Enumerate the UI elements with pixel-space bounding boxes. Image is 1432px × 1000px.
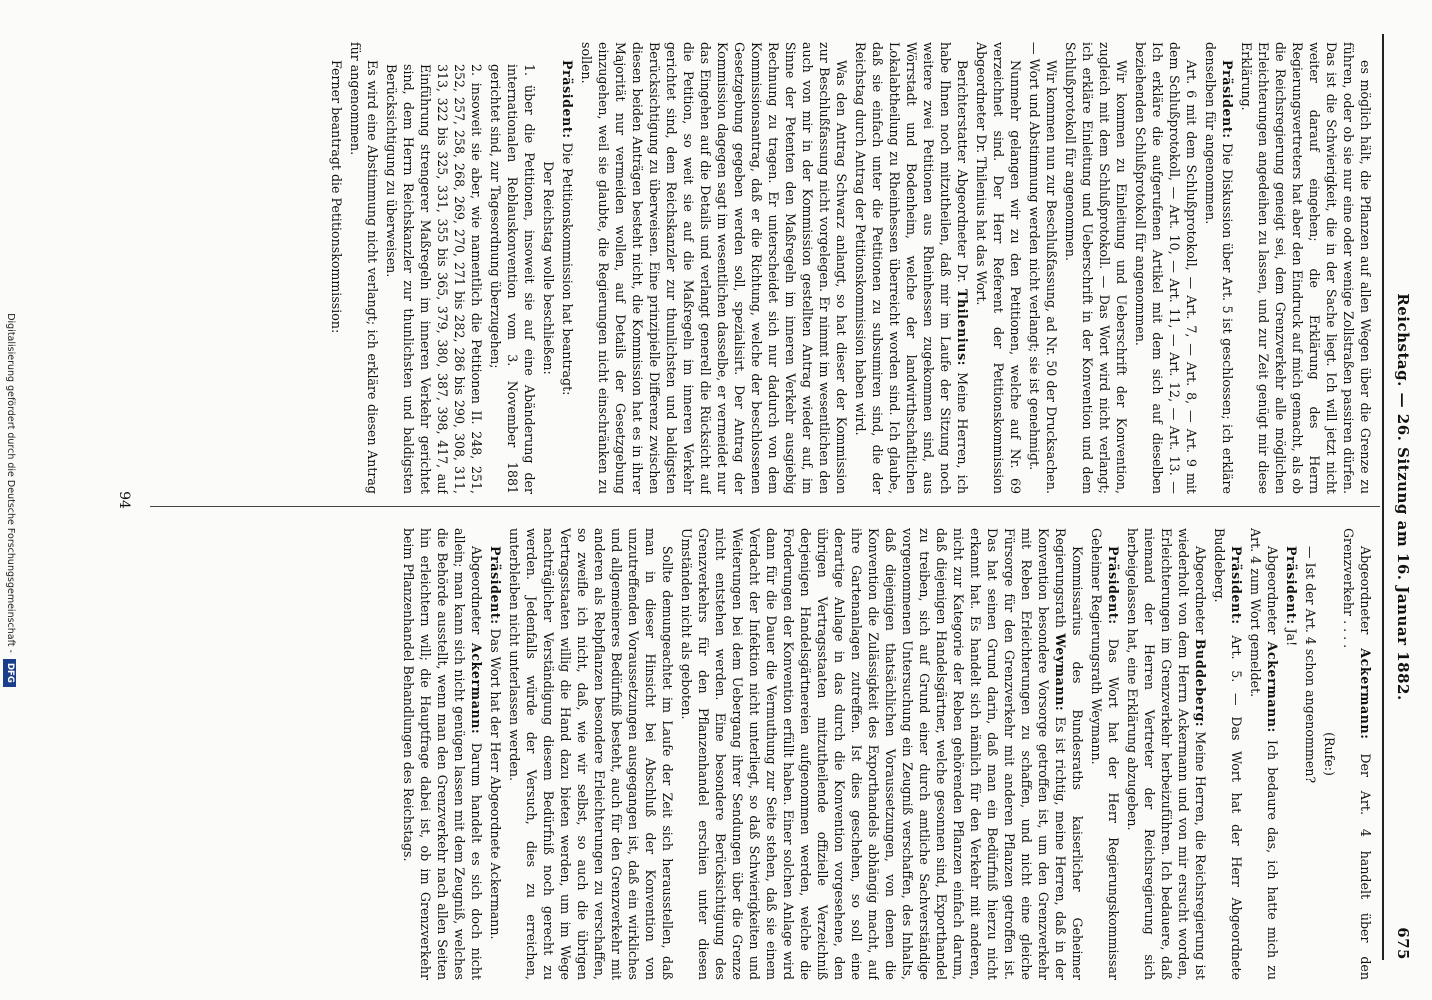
paragraph xyxy=(1283,528,1300,980)
speaker-name: Präsident: xyxy=(1229,546,1244,625)
speaker-name: Ackermann: xyxy=(1265,641,1280,733)
text-run: 1. über die Petitionen, insoweit sie auf eine Abänderung der internationalen Reblauskonvention vom 3. November 1881 gerichtet sind, zur Tagesordnung überzugehen; xyxy=(488,64,537,494)
paragraph xyxy=(578,42,850,494)
paragraph xyxy=(328,42,345,494)
text-run: Die Diskussion über Art. 5 ist geschlossen; ich erkläre denselben für angenommen. xyxy=(1203,42,1235,494)
text-run: Abgeordneter xyxy=(1193,546,1208,639)
speaker-name: Präsident: xyxy=(488,546,503,625)
text-run: Wir kommen nun zur Beschlußfassung, ad Nr. 50 der Drucksachen. — Wort und Abstimmung werden nicht verlangt; sie ist genehmigt. xyxy=(1027,42,1059,494)
right-column xyxy=(194,528,1374,980)
running-head-title: Reichstag. — 26. Sitzung am 16. Januar 1882. xyxy=(1394,293,1412,701)
text-run: Der Reichstag wolle beschließen: xyxy=(541,161,556,375)
paragraph xyxy=(487,42,538,494)
text-run: Art. 6 mit dem Schlußprotokoll, — Art. 7, — Art. 8, — Art. 9 mit dem Schlußprotokoll, — Art. 10, — Art. 11, — Art. 12, — Art. 13. — Ich erkläre die aufgerufenen Artikel mit dem sich auf dieselben beziehenden Schlußprotokoll für angenommen. xyxy=(1133,42,1199,494)
paragraph xyxy=(973,42,1024,494)
speaker-name: Präsident: xyxy=(1220,60,1235,139)
text-run: Abgeordneter xyxy=(469,546,484,643)
text-run: Meine Herren, ich habe Ihnen noch mitzutheilen, daß mir im Laufe der Sitzung noch weitere zwei Petitionen aus Rheinhessen zugekommen sind, aus Wörrstadt und Bodenheim, welche der landwirthschaftlichen Lokalabtheilung zu Rheinhessen überreicht worden sind. Ich glaube, daß sie einfach unter die Petitionen zu subsumiren sind, die der Reichstag durch Antrag der Petitionskommission haben wird. xyxy=(853,42,970,494)
text-run: Die Petitionskommission hat beantragt: xyxy=(560,138,575,396)
paragraph xyxy=(1321,528,1338,980)
text-run: Sollte demungeachtet im Laufe der Zeit sich herausstellen, daß man in dieser Hinsicht bei Abschluß der Konvention von unzutreffenden Voraussetzungen ausgegangen ist, daß ein wirkliches und allgemeineres Bedürfniß besteht, auch für den Grenzverkehr mit anderen als Rebpflanzen besondere Erleichterungen zu verschaffen, so zweifle ich nicht, daß, wie wir selbst, so auch die übrigen Vertragsstaaten willig die Hand dazu bieten werden, um im Wege nachträglicher Verständigung diesem Bedürfniß noch gerecht zu werden. Jedenfalls würde der Versuch, dies zu erreichen, unterbleiben nicht unterlassen werden. xyxy=(507,528,675,980)
speaker-name: Präsident: xyxy=(1106,546,1121,625)
footer-text: Digitalisierung gefördert durch die Deutsche Forschungsgemeinschaft - xyxy=(5,313,16,653)
header-rule xyxy=(1382,34,1384,960)
text-run: Der Art. 4 handelt über den Grenzverkehr . . . . xyxy=(1341,528,1373,980)
paragraph xyxy=(559,42,576,494)
left-column xyxy=(194,42,1374,494)
paragraph xyxy=(1247,528,1281,980)
dfg-logo: DFG xyxy=(3,659,16,687)
paragraph xyxy=(487,528,504,980)
text-run: Ferner beantragt die Petitionskommission: xyxy=(329,60,344,334)
paragraph xyxy=(1211,528,1245,980)
paragraph xyxy=(1088,528,1122,980)
text-run: 2. insoweit sie aber, wie namentlich die Petitionen II. 248, 251, 252, 257, 258, 268, 269, 270, 271 bis 282, 286 bis 290, 308, 311, 313, 322 bis 325, 331, 355 bis 365, 379, 380, 387, 398, 417, auf Einführung strengerer Maßregeln im inneren Verkehr gerichtet sind, dem Herrn Reichskanzler zur thunlichsten und baldigsten Berücksichtigung zu überweisen. xyxy=(384,64,484,494)
text-run: (Rufe:) xyxy=(1322,732,1337,776)
text-run: Abgeordneter xyxy=(1358,546,1373,649)
speaker-name: Buddeberg: xyxy=(1193,638,1208,728)
paragraph xyxy=(1026,42,1060,494)
speaker-name: Präsident: xyxy=(1284,546,1299,625)
text-run: Art. 5. — Das Wort hat der Herr Abgeordnete Buddeberg. xyxy=(1212,528,1244,980)
running-head-page-number: 675 xyxy=(1394,927,1412,960)
paragraph xyxy=(400,528,485,980)
paragraph xyxy=(1202,42,1236,494)
speaker-name: Ackermann: xyxy=(469,642,484,735)
text-run: Was den Antrag Schwarz anlangt, so hat dieser der Kommission zur Beschlußfassung nicht vorgelegen. Er nimmt im wesentlichen den auch von mir in der Kommission gestellten Antrag wieder auf, im Sinne der Petenten den Maßregeln im inneren Verkehr ausgiebig Rechnung zu tragen. Er unterscheidet sich nur dadurch von dem Kommissionsantrag, daß er die Richtung, welche der beschlossenen Gesetzgebung gegeben werden soll, spezialisirt. Der Antrag der Kommission dagegen sagt im wesentlichen dasselbe, er vermeidet nur das Eingehen auf die Details und verlangt generell die Rücksicht auf die Petition, so weit sie auf die Maßregeln im inneren Verkehr gerichtet sind, dem Reichskanzler zur thunlichsten und baldigsten Berücksichtigung zu überweisen. Eine prinzipielle Differenz zwischen diesen beiden Anträgen besteht nicht, die Kommission hat es in ihrer Majorität nur vermeiden wollen, auf Details der Gesetzgebung einzugehen, weil sie glaubte, die Regierungen nicht einschränken zu sollen. xyxy=(579,42,849,494)
text-run: Abgeordneter xyxy=(1265,546,1280,642)
text-run: Das Wort hat der Herr Abgeordnete Ackermann. xyxy=(488,624,503,940)
paragraph xyxy=(1238,42,1374,494)
paragraph xyxy=(347,42,381,494)
paragraph xyxy=(1132,42,1200,494)
paragraph xyxy=(1302,528,1319,980)
text-run: Kommissarius des Bundesraths kaiserlicher Geheimer Regierungsrath xyxy=(1053,528,1085,980)
paragraph xyxy=(506,528,676,980)
paragraph xyxy=(540,42,557,494)
paragraph xyxy=(678,528,1086,980)
text-run: Darum handelt es sich doch nicht allein; man kann sich nicht genügen lassen mit dem Zeugniß, welches die Behörde ausstellt, wenn man den Grenzverkehr nach allen Seiten hin erleichtern will; die Hauptfrage dabei ist, ob im Grenzverkehr beim Pflanzenhandel Behandlungen des Reichstags. xyxy=(401,528,484,980)
speaker-name: Thilenius: xyxy=(955,289,970,367)
paragraph xyxy=(852,42,971,494)
text-run: Berichterstatter Abgeordneter Dr. xyxy=(955,60,970,290)
speaker-name: Weymann: xyxy=(1053,633,1068,712)
paragraph xyxy=(1124,528,1209,980)
paragraph xyxy=(1062,42,1130,494)
text-run: Meine Herren, die Reichsregierung ist wiederholt von dem Herrn Ackermann und von mir ersucht worden, Erleichterungen im Grenzverkehr herbeizuführen. Ich bedauere, daß niemand der Herren Vertreter der Reichsregierung sich herbeigelassen hat, eine Erklärung abzugeben. xyxy=(1125,528,1208,980)
paragraph xyxy=(383,42,485,494)
text-run: es möglich hält, die Pflanzen auf allen Wegen über die Grenze zu führen, oder ob sie nur eine oder wenige Zollstraßen passiren dürfen. Das ist die Schwierigkeit, die in der Sache liegt. Ich will jetzt nicht weiter darauf eingehen; die Erklärung des Herrn Regierungsvertreters hat aber den Eindruck auf mich gemacht, als ob die Reichsregierung geneigt sei, dem Grenzverkehr alle möglichen Erleichterungen angedeihen zu lassen, und zur Zeit genügt mir diese Erklärung. xyxy=(1239,42,1373,494)
text-run: Ich bedaure das, ich hatte mich zu Art. 4 zum Wort gemeldet. xyxy=(1248,528,1280,980)
speaker-name: Ackermann: xyxy=(1358,648,1373,740)
text-run: Ja! xyxy=(1284,624,1299,647)
running-head xyxy=(1386,34,1412,960)
speaker-name: Präsident: xyxy=(560,60,575,139)
page-number: 94 xyxy=(116,491,132,509)
text-run: Es wird eine Abstimmung nicht verlangt; ich erkläre diesen Antrag für angenommen. xyxy=(348,42,380,494)
text-run: Das Wort hat der Herr Regierungskommissar Geheimer Regierungsrath Weymann. xyxy=(1089,528,1121,980)
text-run: Es ist richtig, meine Herren, daß in der Konvention besondere Vorsorge getroffen ist, um den Grenzverkehr mit Reben Erleichterungen zu schaffen, und nicht eine gleiche Fürsorge für den Grenzverkehr mit anderen Pflanzen getroffen ist. Das hat seinen Grund darin, daß man ein Bedürfniß hierzu nicht erkannt hat. Es handelt sich nämlich für den Verkehr mit anderen, nicht zur Kategorie der Reben gehörenden Pflanzen einfach darum, daß diejenigen Handelsgärtner, welche gesonnen sind, Exporthandel zu treiben, sich auf Grund einer durch amtliche Sachverständige vorgenommenen Untersuchung ein Zeugniß verschaffen, des Inhalts, daß diejenigen thatsächlichen Voraussetzungen, von denen die Konvention die Zulässigkeit des Exporthandels abhängig macht, auf ihre Gartenanlagen zutreffen. Ist dies geschehen, so soll eine derartige Anlage in das durch die Konvention vorgesehene, den übrigen Vertragsstaaten mitzutheilende offizielle Verzeichniß derjenigen Handelsgärtnereien aufgenommen werden, welche die Forderungen der Konvention erfüllt haben. Einer solchen Anlage wird dann für die Dauer die Vermuthung zur Seite stehen, daß sie einem Verdacht der Infektion nicht unterliegt, so daß Schwierigkeiten und Weiterungen bei dem Uebergang ihrer Sendungen über die Grenze nicht entstehen werden. Eine besondere Berücksichtigung des Grenzverkehrs für den Pflanzenhandel erschien unter diesen Umständen nicht als geboten. xyxy=(679,528,1068,980)
paragraph xyxy=(1340,528,1374,980)
text-run: — Ist der Art. 4 schon angenommen? xyxy=(1303,546,1318,784)
column-divider xyxy=(150,506,1380,507)
text-run: Nunmehr gelangen wir zu den Petitionen, welche auf Nr. 69 verzeichnet sind. Der Herr Referent der Petitionskommission Abgeordneter Dr. Thilenius hat das Wort. xyxy=(974,42,1023,494)
text-run: Wir kommen zu Einleitung und Ueberschrift der Konvention, zugleich mit dem Schlußprotokoll. — Das Wort wird nicht verlangt; ich erkläre Einleitung und Ueberschrift in der Konvention und dem Schlußprotokoll für angenommen. xyxy=(1063,42,1129,494)
digitization-footer xyxy=(0,0,16,1000)
